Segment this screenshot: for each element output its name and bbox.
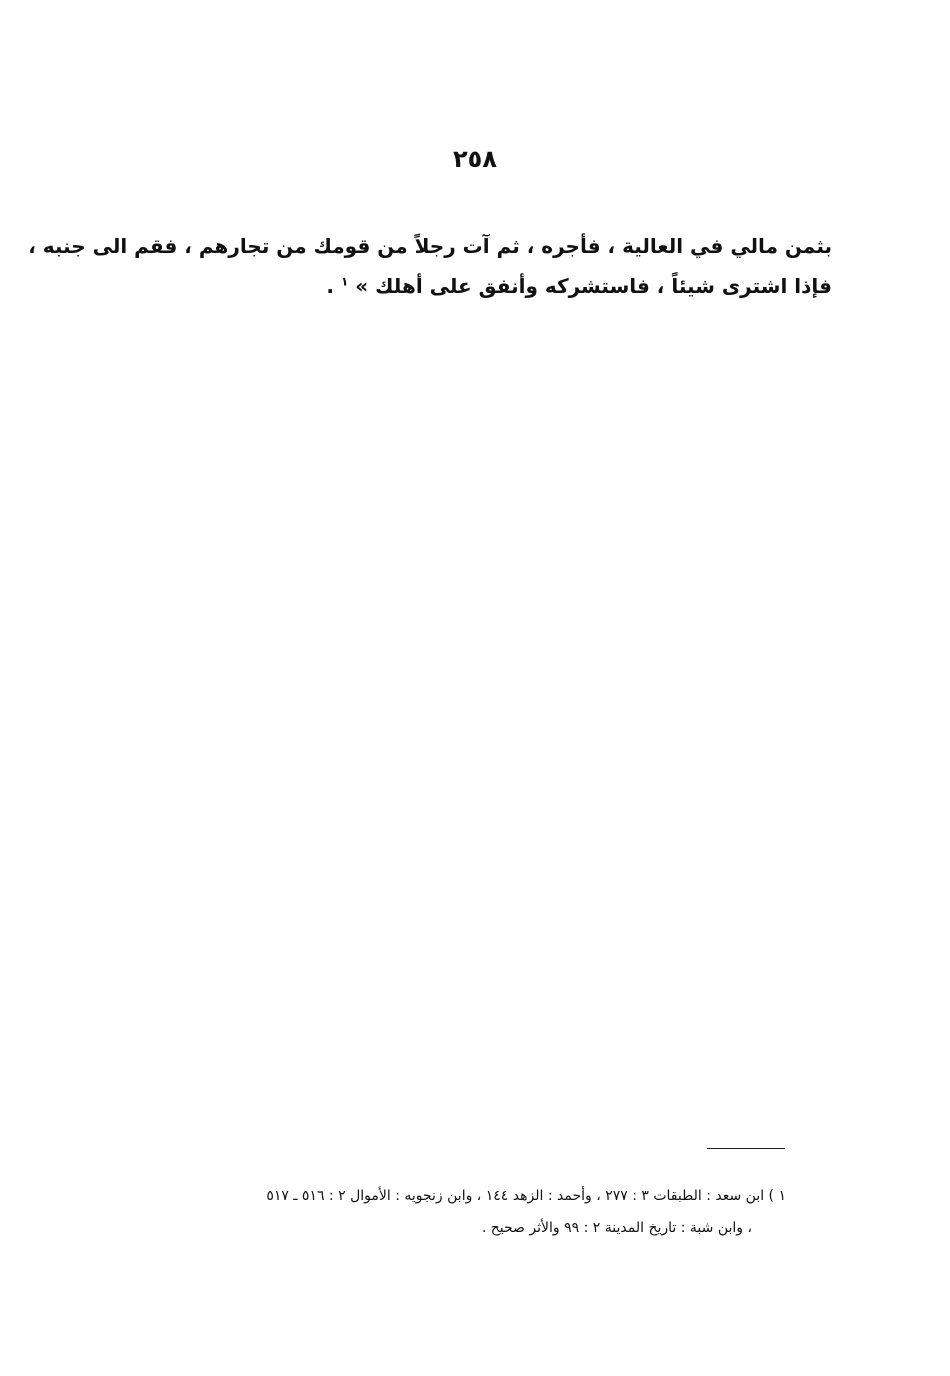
body-line-2 bbox=[80, 266, 832, 306]
page-number: ٢٥٨ bbox=[453, 145, 497, 173]
footnote-divider bbox=[707, 1148, 785, 1149]
footnote-reference[interactable]: ١ bbox=[341, 274, 349, 289]
footnote-1-line-1: ١ ) ابن سعد : الطبقات ٣ : ٢٧٧ ، وأحمد : الزهد ١٤٤ ، وابن زنجويه : الأموال ٢ : ٥١٦ ـ ٥١٧ bbox=[266, 1188, 786, 1204]
body-text bbox=[28, 226, 832, 306]
body-line-2-end: . bbox=[326, 274, 335, 298]
footnotes bbox=[100, 1180, 786, 1244]
body-line-1: بثمن مالي في العالية ، فأجره ، ثم آت رجلاً من قومك من تجارهم ، فقم الى جنبه ، bbox=[28, 234, 832, 258]
body-line-2-text: فإذا اشترى شيئاً ، فاستشركه وأنفق على أهلك » bbox=[355, 274, 832, 298]
footnote-1-line-2: ، وابن شبة : تاريخ المدينة ٢ : ٩٩ والأثر صحيح . bbox=[481, 1220, 752, 1236]
